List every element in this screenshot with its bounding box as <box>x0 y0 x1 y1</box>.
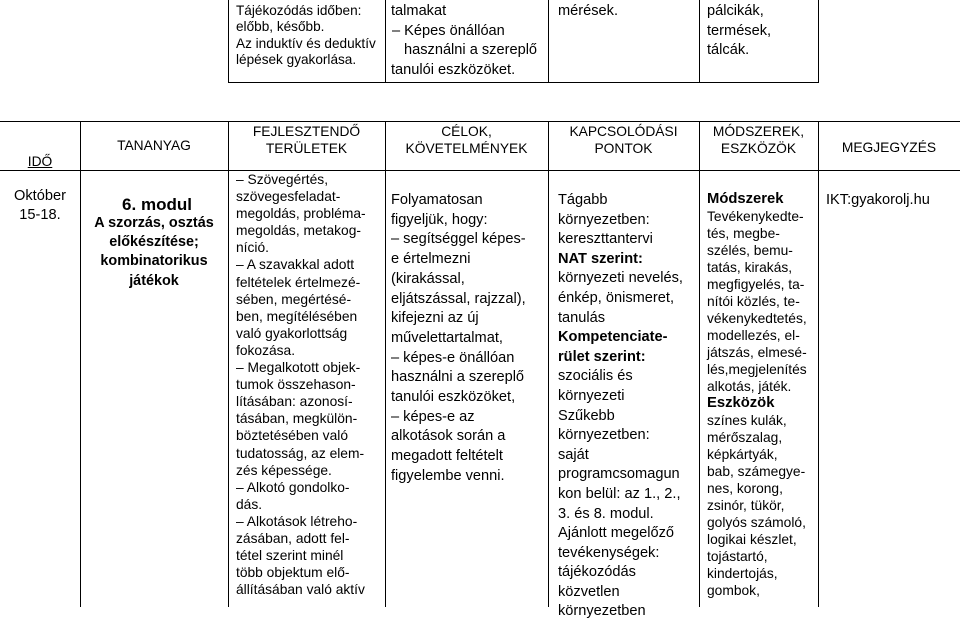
col-rule-3 <box>385 121 386 607</box>
text-line: előbb, később. <box>236 19 325 35</box>
col-rule-2 <box>228 121 229 607</box>
text-line: – Képes önállóan <box>392 22 505 39</box>
text-line: megadott feltételt <box>391 448 503 465</box>
text-line: játszás, elmesé- <box>707 345 807 360</box>
text-line: lés,megjelenítés <box>707 362 807 377</box>
text-line: tásában, megkülön- <box>236 411 358 427</box>
text-line: használni a szereplő <box>404 42 538 59</box>
text-line: eljátszással, rajzzal), <box>391 290 526 307</box>
header-text: MÓDSZEREK, <box>712 124 805 139</box>
top-celok-cell <box>391 2 537 81</box>
text-line: zsinór, tükör, <box>707 498 785 513</box>
text-line: 3. és 8. modul. <box>558 505 654 522</box>
text-line: pálcikák, <box>707 3 764 19</box>
text-line: kindertojás, <box>707 566 778 581</box>
col-rule-4 <box>548 121 549 607</box>
text-line: használni a szereplő <box>391 369 525 386</box>
text-line: művelettartalmat, <box>391 329 503 346</box>
text-line: tojástartó, <box>707 549 768 564</box>
text-line: dás. <box>236 496 263 512</box>
col-rule-1 <box>80 121 81 607</box>
text-line: Szűkebb <box>558 407 615 424</box>
text-line: tudatosság, az elem- <box>236 445 365 461</box>
top-bottom-rule <box>228 82 819 83</box>
cell-celok <box>391 191 526 487</box>
text-line: – Megalkotott objek- <box>236 360 361 376</box>
header-ido <box>0 154 80 171</box>
text-line: e értelmezni <box>391 251 471 268</box>
text-line: környezeti nevelés, <box>558 270 683 287</box>
text-line: közvetlen <box>558 583 620 600</box>
text-line: megoldás, probléma- <box>236 206 366 222</box>
text-line: lépések gyakorlása. <box>236 52 357 68</box>
text-line: mérőszalag, <box>707 430 783 445</box>
text-line: – Alkotó gondolko- <box>236 479 350 495</box>
text-line: tanulói eszközöket. <box>391 62 516 79</box>
text-line: Az induktív és deduktív <box>236 35 376 51</box>
header-text: FEJLESZTENDŐ <box>252 124 361 139</box>
text-line: játékok <box>129 272 179 289</box>
text-line: NAT szerint: <box>558 250 643 267</box>
text-line: kifejezni az új <box>391 310 479 327</box>
text-line: – A szavakkal adott <box>236 257 355 273</box>
text-line: környezetben: <box>558 427 650 444</box>
text-line: Ajánlott megelőző <box>558 525 675 542</box>
text-line: kereszttantervi <box>558 231 653 248</box>
text-line: való gyakorlottság <box>236 325 348 341</box>
text-line: gombok, <box>707 583 760 598</box>
top-rule-1 <box>228 0 229 83</box>
header-text: TERÜLETEK <box>265 140 348 156</box>
text-line: A szorzás, osztás <box>94 215 214 231</box>
header-text: KÖVETELMÉNYEK <box>405 140 528 156</box>
text-line: Kompetenciate- <box>558 329 668 346</box>
text-line: modellezés, el- <box>707 328 800 343</box>
text-line: több objektum elő- <box>236 565 350 581</box>
text-line: Tevékenykedte- <box>707 209 804 224</box>
text-line: vékenykedtetés, <box>707 311 807 326</box>
header-text: ESZKÖZÖK <box>720 140 797 156</box>
text-line: Tágabb <box>558 192 608 208</box>
text-line: Módszerek <box>707 191 784 207</box>
top-modszerek-cell <box>707 2 771 61</box>
text-line: megfigyelés, ta- <box>707 277 805 292</box>
text-line: előkészítése; <box>109 234 199 251</box>
text-line: feltételek értelmezé- <box>236 274 361 290</box>
text-line: figyelembe venni. <box>391 467 505 484</box>
text-line: termések, <box>707 22 772 39</box>
text-line: tés, megbe- <box>707 226 780 241</box>
header-text: CÉLOK, <box>441 124 492 139</box>
text-line: rület szerint: <box>558 348 646 365</box>
text-line: tumok összehason- <box>236 377 356 393</box>
text-line: – segítséggel képes- <box>391 231 526 248</box>
top-fejlesztendo-cell <box>236 3 376 69</box>
cell-fejlesztendo <box>236 171 366 598</box>
text-line: tétel szerint minél <box>236 548 344 564</box>
header-text: TANANYAG <box>117 138 191 153</box>
cell-megjegyzes <box>826 191 930 211</box>
text-line: kon belül: az 1., 2., <box>558 485 681 502</box>
table-top-rule <box>0 121 960 122</box>
text-line: színes kulák, <box>707 413 787 428</box>
module-title: 6. modul <box>122 195 192 214</box>
text-line: golyós számoló, <box>707 515 806 530</box>
top-kapcsolodasi-cell <box>558 2 618 22</box>
text-line: énkép, önismeret, <box>558 289 675 306</box>
top-rule-3 <box>548 0 549 83</box>
text-line: környezetben: <box>558 211 650 228</box>
text-line: talmakat <box>391 3 447 19</box>
top-rule-4 <box>699 0 700 83</box>
cell-ido <box>0 187 80 225</box>
text-line: – Alkotások létreho- <box>236 513 358 529</box>
cell-tananyag <box>80 195 228 291</box>
text-line: mérések. <box>558 3 619 19</box>
text-line: kombinatorikus <box>100 253 208 270</box>
header-text: MEGJEGYZÉS <box>841 140 937 155</box>
text-line: képkártyák, <box>707 447 778 462</box>
header-fejlesztendo <box>228 124 385 157</box>
header-text: IDŐ <box>27 154 53 169</box>
text-line: tatás, kirakás, <box>707 260 793 275</box>
text-line: logikai készlet, <box>707 532 797 547</box>
header-megjegyzes <box>818 140 960 157</box>
header-bottom-rule <box>0 170 960 171</box>
text-line: állításában való aktív <box>236 582 365 598</box>
text-line: saját <box>558 446 589 463</box>
text-line: Október <box>14 188 66 204</box>
text-line: (kirakással, <box>391 270 465 287</box>
text-line: figyeljük, hogy: <box>391 211 488 228</box>
text-line: lításában: azonosí- <box>236 394 353 410</box>
header-modszerek <box>699 124 818 157</box>
top-rule-5 <box>818 0 819 83</box>
text-line: – képes-e önállóan <box>391 349 515 366</box>
text-line: környezeti <box>558 387 625 404</box>
text-line: ben, megítélésében <box>236 308 358 324</box>
text-line: programcsomagun <box>558 466 680 483</box>
header-text: KAPCSOLÓDÁSI <box>569 124 678 139</box>
header-tananyag <box>80 138 228 155</box>
text-line: nes, korong, <box>707 481 783 496</box>
text-line: tálcák. <box>707 42 750 59</box>
text-line: 15-18. <box>19 207 61 223</box>
header-text: PONTOK <box>594 140 653 156</box>
text-line: alkotás, játék. <box>707 379 792 394</box>
text-line: níció. <box>236 240 269 256</box>
cell-modszerek <box>707 191 807 599</box>
col-rule-5 <box>699 121 700 607</box>
text-line: környezetben <box>558 603 646 620</box>
cell-kapcsolodasi <box>558 191 683 622</box>
text-line: sében, megértésé- <box>236 291 352 307</box>
text-line: tanulás <box>558 309 606 326</box>
col-rule-6 <box>818 121 819 607</box>
text-line: fokozása. <box>236 342 296 358</box>
text-line: – Szövegértés, <box>236 172 329 187</box>
text-line: tanulói eszközöket, <box>391 389 516 406</box>
text-line: Eszközök <box>707 395 775 411</box>
text-line: megoldás, metakog- <box>236 223 362 239</box>
text-line: szociális és <box>558 368 633 385</box>
text-line: zés képessége. <box>236 462 332 478</box>
top-rule-2 <box>385 0 386 83</box>
text-line: alkotások során a <box>391 428 506 445</box>
text-line: böztetésében való <box>236 428 348 444</box>
text-line: zásában, adott fel- <box>236 530 350 546</box>
text-line: Tájékozódás időben: <box>236 3 362 18</box>
text-line: Folyamatosan <box>391 192 483 208</box>
text-line: – képes-e az <box>391 408 475 425</box>
text-line: nítói közlés, te- <box>707 294 800 309</box>
text-line: szélés, bemu- <box>707 243 793 258</box>
text-line: tájékozódás <box>558 564 636 581</box>
text-line: IKT:gyakorolj.hu <box>826 192 930 208</box>
header-celok <box>385 124 548 157</box>
text-line: szövegesfeladat- <box>236 189 341 205</box>
header-kapcsolodasi <box>548 124 699 157</box>
text-line: bab, számegye- <box>707 464 806 479</box>
text-line: tevékenységek: <box>558 544 660 561</box>
